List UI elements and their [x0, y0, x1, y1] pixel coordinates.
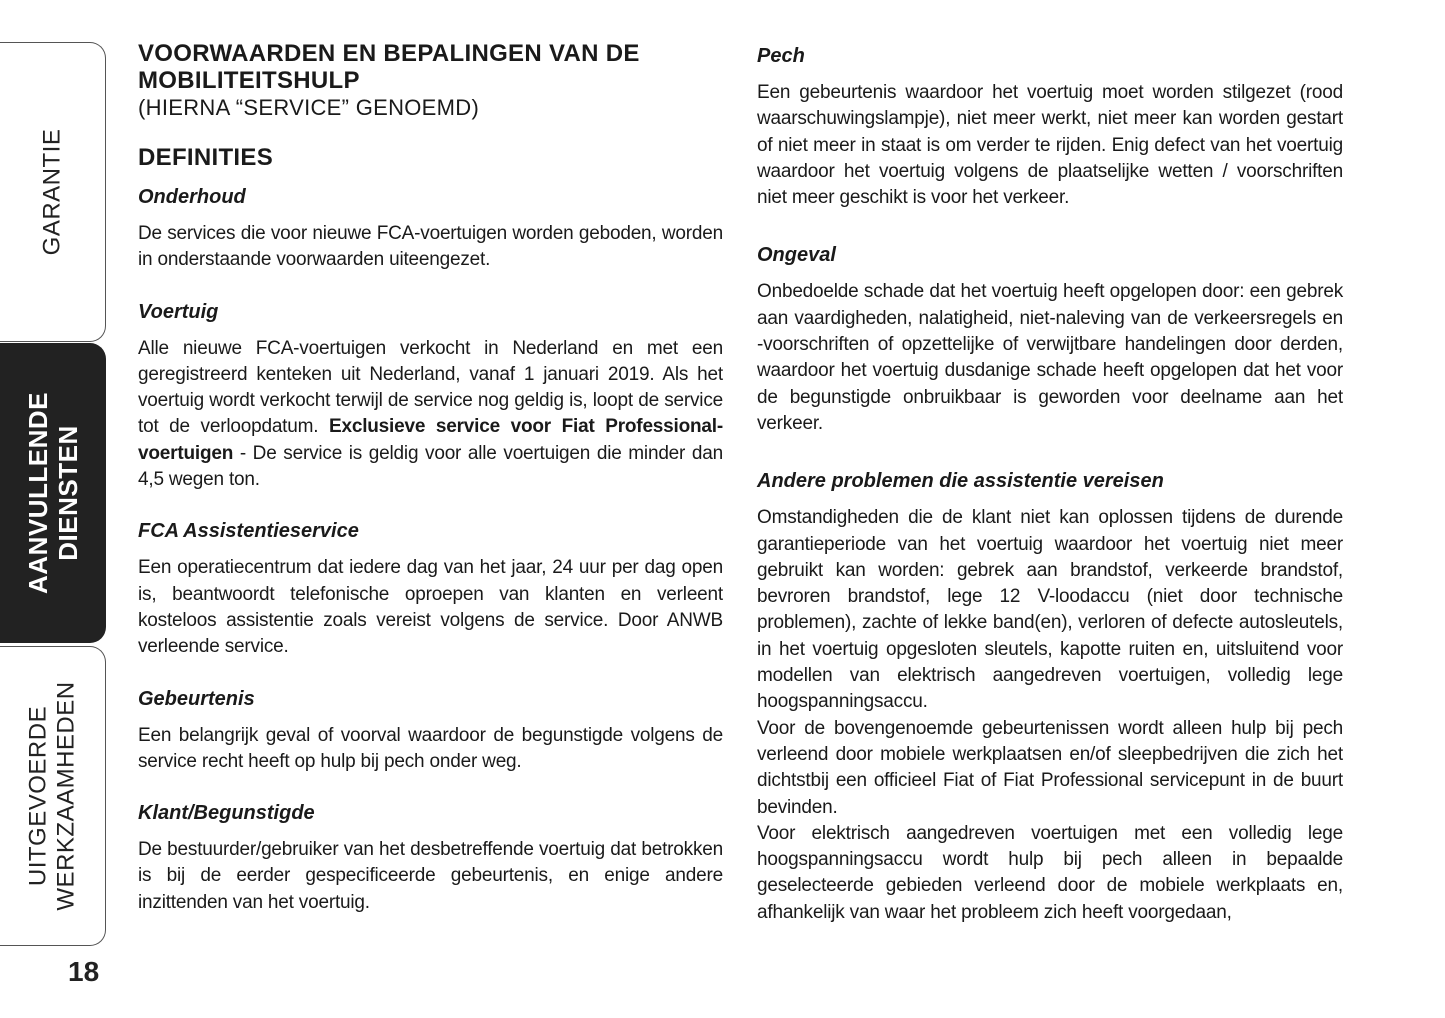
- text-onderhoud: De services die voor nieuwe FCA-voertuigen worden geboden, worden in onderstaande voorwaarden uiteengezet.: [138, 223, 723, 271]
- text-klant: De bestuurder/gebruiker van het desbetreffende voertuig dat betrokken is bij de eerder gespecificeerde gebeurtenis, en enige andere inzittenden van het voertuig.: [138, 839, 723, 913]
- heading-andere-problemen: Andere problemen die assistentie vereisen: [757, 470, 1164, 493]
- section-definities: DEFINITIES: [138, 144, 274, 171]
- text-ongeval: Onbedoelde schade dat het voertuig heeft opgelopen door: een gebrek aan vaardigheden, nalatigheid, niet-naleving van de verkeersregels en -voorschriften of opzettelijke of verwijtbare handelingen door derden, waardoor het voertuig dusdanige schade heeft opgelopen dat het voor de begunstigde onbruikbaar is geworden voor deelname aan het verkeer.: [757, 281, 1343, 434]
- tab-garantie[interactable]: [0, 42, 106, 342]
- page-title-line2: MOBILITEITSHULP: [138, 67, 360, 94]
- text-voertuig-bold: Exclusieve service voor Fiat Professional-voertuigen: [138, 416, 724, 464]
- heading-fca-assistentieservice: FCA Assistentieservice: [138, 520, 359, 543]
- tab-aanvullende-diensten[interactable]: [0, 343, 106, 643]
- text-gebeurtenis: Een belangrijk geval of voorval waardoor de begunstigde volgens de service recht heeft op hulp bij pech onder weg.: [138, 724, 723, 772]
- page-title-line1: VOORWAARDEN EN BEPALINGEN VAN DE: [138, 40, 640, 67]
- page-subtitle: (HIERNA “SERVICE” GENOEMD): [138, 95, 480, 120]
- text-pech: Een gebeurtenis waardoor het voertuig moet worden stilgezet (rood waarschuwingslampje), niet meer werkt, niet meer kan worden gestart of niet meer in staat is om verder te rijden. Enig defect van het voertuig waardoor het voertuig volgens de plaatselijke wetten / voorschriften niet meer geschikt is voor het verkeer.: [757, 82, 1343, 209]
- left-column: [138, 40, 723, 916]
- text-voertuig: Alle nieuwe FCA-voertuigen verkocht in Nederland en met een geregistreerd kenteken uit Nederland, vanaf 1 januari 2019. Als het voertuig wordt verkocht terwijl de service nog geldig is, loopt de service tot de verloopdatum. Exclusieve service voor Fiat Professional-voertuigen - De service is geldig voor alle voertuigen die minder dan 4,5 wegen ton.: [138, 337, 724, 491]
- heading-klant: Klant/Begunstigde: [138, 802, 315, 825]
- heading-voertuig: Voertuig: [138, 300, 219, 323]
- tab-uitgevoerde-werkzaamheden[interactable]: [0, 646, 106, 946]
- text-andere-problemen-2: Voor de bovengenoemde gebeurtenissen wordt alleen hulp bij pech verleend door mobiele werkplaatsen en/of sleepbedrijven die zich het dichtstbij een officieel Fiat of Fiat Professional servicepunt in de buurt bevinden.: [757, 717, 1343, 818]
- tab-garantie-label: GARANTIE: [38, 128, 66, 256]
- tab-uitgevoerde-werkzaamheden-label: UITGEVOERDE WERKZAAMHEDEN: [24, 681, 80, 911]
- page-number: 18: [68, 956, 100, 987]
- heading-ongeval: Ongeval: [757, 244, 836, 267]
- heading-onderhoud: Onderhoud: [138, 186, 246, 208]
- heading-pech: Pech: [757, 45, 805, 67]
- tab-aanvullende-diensten-label: AANVULLENDE DIENSTEN: [22, 392, 83, 594]
- text-andere-problemen-1: Omstandigheden die de klant niet kan oplossen tijdens de durende garantieperiode van het voertuig waardoor het voertuig niet meer gebruikt kan worden: gebrek aan brandstof, verkeerde brandstof, bevroren brandstof, lege 12 V-loodaccu (niet door technische problemen), zachte of lekke band(en), verloren of defecte autosleutels, in het voertuig opgesloten sleutels, kapotte ruiten en, uitsluitend voor modellen van elektrisch aangedreven voertuigen, volledig lege hoogspanningsaccu.: [757, 507, 1343, 713]
- text-fca-assistentieservice: Een operatiecentrum dat iedere dag van het jaar, 24 uur per dag open is, beantwoordt telefonische oproepen van klanten en verleent kosteloos assistentie zoals vereist volgens de service. Door ANWB verleende service.: [138, 557, 723, 658]
- heading-gebeurtenis: Gebeurtenis: [138, 687, 255, 710]
- right-column: [757, 42, 1343, 926]
- text-andere-problemen-3: Voor elektrisch aangedreven voertuigen met een volledig lege hoogspanningsaccu wordt hulp bij pech alleen in bepaalde geselecteerde gebieden verleend door de mobiele werkplaats en, afhankelijk van waar het probleem zich heeft voorgedaan,: [757, 822, 1343, 923]
